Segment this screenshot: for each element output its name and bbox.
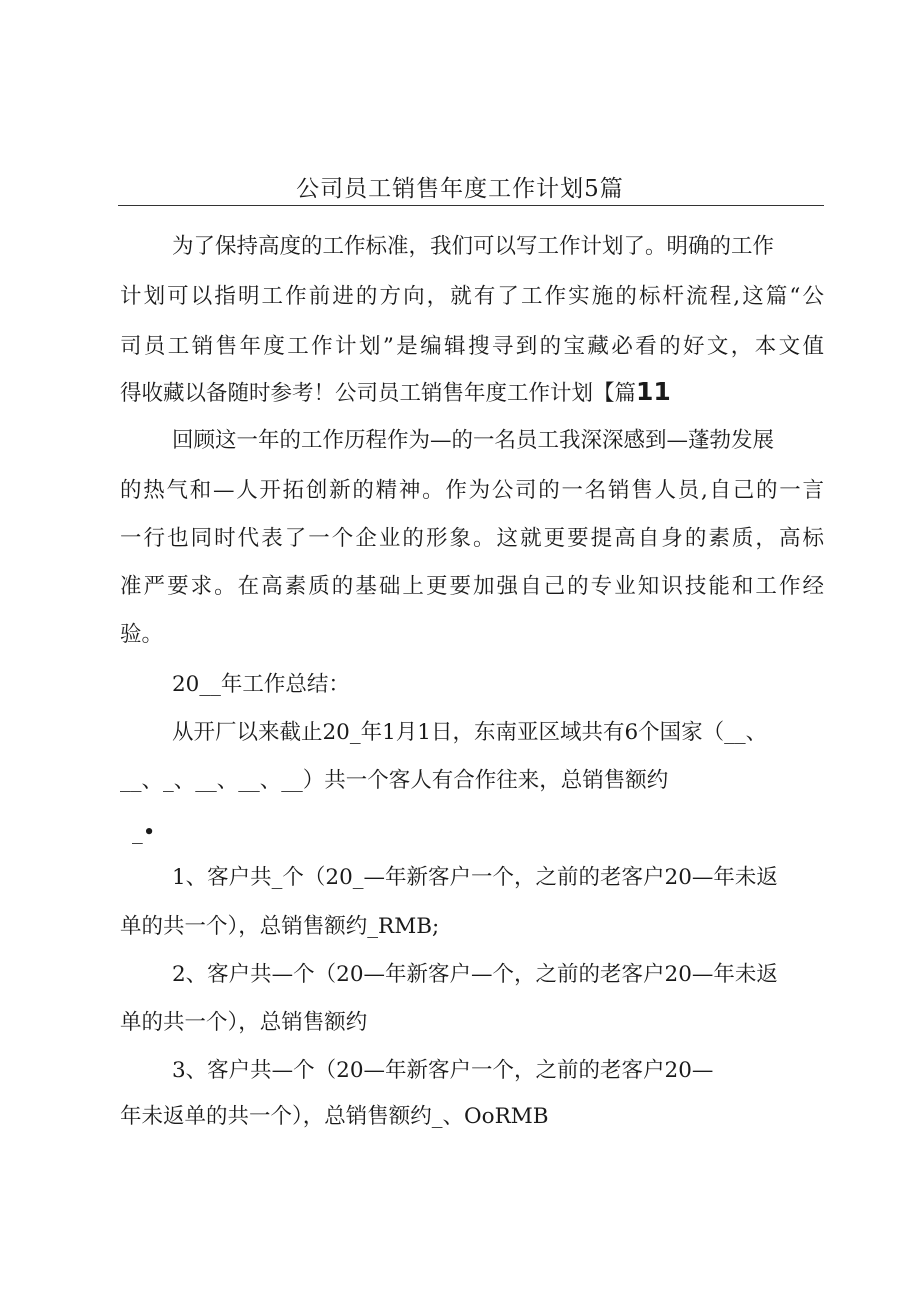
item2-line-2: 单的共一个），总销售额约 — [120, 1010, 368, 1035]
para2-line-2: __、_、__、__、__）共一个客人有合作往来，总销售额约 — [120, 768, 669, 793]
para2-line-3: _• — [132, 820, 156, 845]
para1-line-5: 验。 — [120, 622, 164, 647]
intro-line-2: 计划可以指明工作前进的方向，就有了工作实施的标杆流程,这篇“公 — [120, 284, 824, 309]
para1-line-2: 的热气和—人开拓创新的精神。作为公司的一名销售人员,自己的一言 — [120, 478, 824, 503]
intro-line-1: 为了保持高度的工作标准，我们可以写工作计划了。明确的工作 — [172, 234, 775, 259]
item3-line-2: 年未返单的共一个），总销售额约_、OoRMB — [120, 1104, 549, 1129]
title-underline — [118, 205, 824, 206]
para2-line-1: 从开厂以来截止20_年1月1日，东南亚区域共有6个国家（__、 — [172, 720, 768, 745]
intro-line-4-number: 11 — [636, 377, 671, 406]
item1-line-2: 单的共一个），总销售额约_RMB; — [120, 914, 440, 939]
intro-line-4 — [120, 377, 671, 409]
intro-line-4-text: 得收藏以备随时参考！公司员工销售年度工作计划【篇 — [120, 381, 637, 406]
para1-line-1: 回顾这一年的工作历程作为—的一名员工我深深感到—蓬勃发展 — [172, 428, 775, 453]
item3-line-1: 3、客户共—个（20—年新客户一个，之前的老客户20— — [172, 1058, 714, 1083]
item2-line-1: 2、客户共—个（20—年新客户—个，之前的老客户20—年未返 — [172, 962, 778, 987]
para1-line-4: 准严要求。在高素质的基础上更要加强自己的专业知识技能和工作经 — [120, 574, 824, 599]
summary-heading: 20__年工作总结： — [172, 672, 350, 697]
intro-line-3: 司员工销售年度工作计划”是编辑搜寻到的宝藏必看的好文，本文值 — [120, 334, 824, 359]
para1-line-3: 一行也同时代表了一个企业的形象。这就更要提高自身的素质，高标 — [120, 526, 824, 551]
item1-line-1: 1、客户共_个（20_—年新客户一个，之前的老客户20—年未返 — [172, 865, 778, 890]
document-title: 公司员工销售年度工作计划5篇 — [296, 176, 624, 202]
